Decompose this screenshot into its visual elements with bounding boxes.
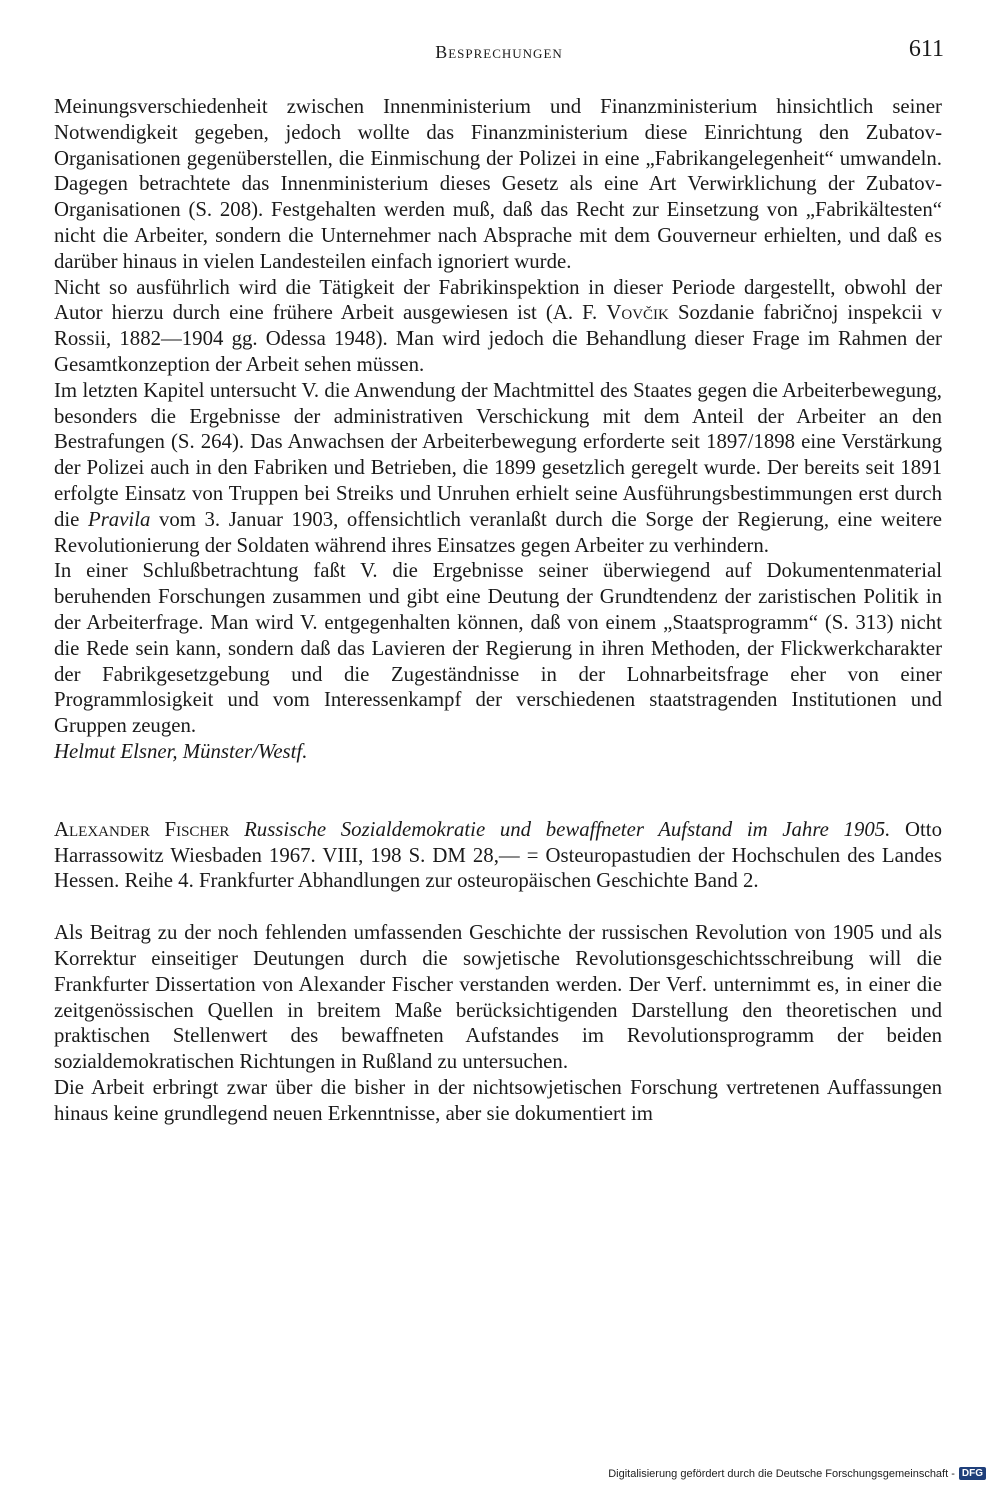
footer-credit-text: Digitalisierung gefördert durch die Deutsche Forschungsgemeinschaft - [608, 1467, 955, 1480]
p3-text-before: erst durch die [54, 481, 942, 531]
review2-paragraph-1: Als Beitrag zu der noch fehlenden umfassenden Geschichte der russischen Revolution von 1905 und als Korrektur einseitiger Deutungen durch die sowjetische Revolutionsgeschichtsschreibung will die Frankfurter Dissertation von Alexander Fischer verstanden werden. Der Verf. unternimmt es, in einer die zeitgenössischen Quellen in breitem Maße berücksichtigenden Darstellung den theoretischen und praktischen Stellenwert des bewaffneten Aufstandes im Revolutionsprogramm der beiden sozialdemokratischen Richtungen in Rußland zu untersuchen. [54, 921, 942, 1074]
review2-author: Alexander Fischer [54, 817, 230, 841]
pravila-term: Pravila [88, 507, 151, 531]
footer-credit [608, 1467, 986, 1480]
body-text [54, 94, 942, 1126]
review1-paragraph-3 [54, 378, 942, 559]
dfg-logo-icon: DFG [959, 1467, 986, 1480]
review1-paragraph-1: Meinungsverschiedenheit zwischen Innenministerium und Finanzministerium hinsichtlich seiner Notwendigkeit gegeben, jedoch wollte das Finanzministerium diese Einrichtung den Zubatov-Organisationen gegenüberstellen, die Einmischung der Polizei in eine „Fabrikangelegenheit“ umwandeln. Dagegen betrachtete das Innenministerium dieses Gesetz als eine Art Verwirklichung der Zubatov-Organisationen (S. 208). Festgehalten werden muß, daß das Recht zur Einsetzung von „Fabrikältesten“ nicht die Arbeiter, sondern die Unternehmer nach Absprache mit dem Gouverneur erhielten, und daß es darüber hinaus in vielen Landesteilen einfach ignoriert wurde. [54, 95, 942, 273]
review2-paragraph-2: Die Arbeit erbringt zwar über die bisher in der nichtsowjetischen Forschung vertretenen Auffassungen hinaus keine grundlegend neuen Erkenntnisse, aber sie dokumentiert im [54, 1075, 942, 1125]
p2-text-before: Nicht so ausführlich wird die Tätigkeit der Fabrikinspektion in dieser Periode dargestellt, obwohl der Autor hierzu durch eine frühere Arbeit ausgewiesen ist (A. F. [54, 275, 942, 325]
p3-text-main: Im letzten Kapitel untersucht V. die Anwendung der Machtmittel des Staates gegen die Arbeiterbewegung, besonders die Ergebnisse der administrativen Verschickung mit dem Anteil der Arbeiter an den Bestrafungen (S. 264). Das Anwachsen der Arbeiterbewegung erforderte seit 1897/1898 eine Verstärkung der Polizei auch in den Fabriken und Betrieben, die 1899 gesetzlich geregelt wurde. Der bereits seit 1891 erfolgte Einsatz von Truppen bei Streiks und Unruhen erhielt seine Ausführungsbestimmungen [54, 378, 942, 505]
p3-text-after: vom 3. Januar 1903, offensichtlich veranlaßt durch die Sorge der Regierung, eine weitere Revolutionierung der Soldaten während ihres Einsatzes gegen Arbeiter zu verhindern. [54, 507, 943, 557]
running-head: Besprechungen [435, 42, 563, 62]
review2-heading [54, 817, 942, 894]
review2-book-title: Russische Sozialdemokratie und bewaffneter Aufstand im Jahre 1905. [244, 817, 891, 841]
review1-paragraph-4: In einer Schlußbetrachtung faßt V. die Ergebnisse seiner überwiegend auf Dokumentenmaterial beruhenden Forschungen zusammen und gibt eine Deutung der Grundtendenz der zaristischen Politik in der Arbeiterfrage. Man wird V. entgegenhalten können, daß von einem „Staatsprogramm“ (S. 313) nicht die Rede sein kann, sondern daß das Lavieren der Regierung in ihren Methoden, der Flickwerkcharakter der Fabrikgesetzgebung und die Zugeständnisse in der Lohnarbeitsfrage eher von einer Programmlosigkeit und vom Interessenkampf der verschiedenen staatstragenden Institutionen und Gruppen zeugen. [54, 559, 942, 738]
cited-author: Vovčik [606, 301, 669, 325]
p2-text-after: Sozdanie fabričnoj inspekcii v Rossii, 1882—1904 gg. Odessa 1948). Man wird jedoch die Behandlung dieser Frage im Rahmen der Gesamtkonzeption der Arbeit sehen müssen. [54, 301, 942, 376]
review2-bibliographic: Otto Harrassowitz Wiesbaden 1967. VIII, 198 S. DM 28,— = Osteuropastudien der Hochschulen des Landes Hessen. Reihe 4. Frankfurter Abhandlungen zur osteuropäischen Geschichte Band 2. [54, 817, 942, 893]
page-header [54, 36, 944, 76]
page-number: 611 [908, 36, 944, 62]
reviewer-signature: Helmut Elsner, Münster/Westf. [54, 739, 308, 763]
review1-paragraph-2 [54, 275, 942, 378]
